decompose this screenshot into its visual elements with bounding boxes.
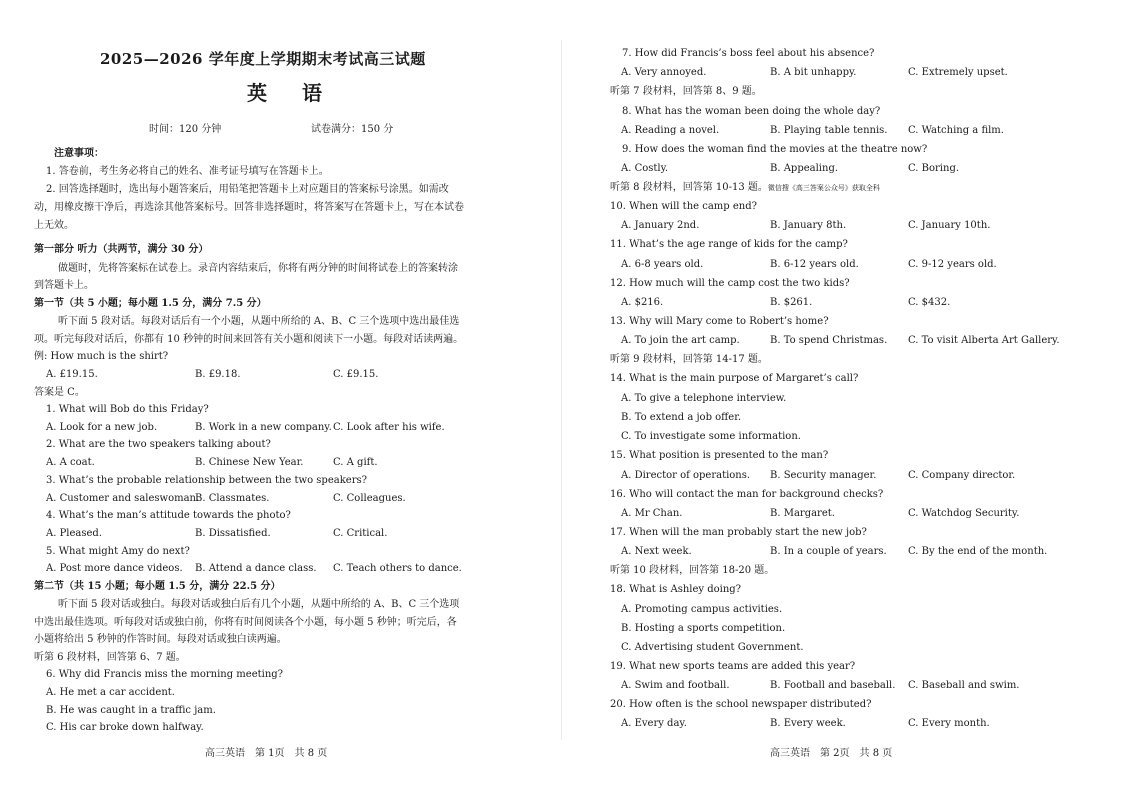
q11-option-a: A. 6-8 years old. bbox=[621, 259, 704, 270]
q16-option-b: B. Margaret. bbox=[770, 508, 835, 519]
q4-option-b: B. Dissatisfied. bbox=[195, 528, 271, 539]
material-10-label: 听第 10 段材料，回答第 18-20 题。 bbox=[610, 565, 775, 576]
question-13: 13. Why will Mary come to Robert’s home? bbox=[610, 316, 829, 327]
q11-option-b: B. 6-12 years old. bbox=[770, 259, 859, 270]
section2-intro-end: 小题将给出 5 秒钟的作答时间。每段对话或独白读两遍。 bbox=[34, 634, 287, 645]
q3-option-c: C. Colleagues. bbox=[333, 493, 406, 504]
notes-item-2-end: 上无效。 bbox=[34, 220, 74, 231]
example-answer: 答案是 C。 bbox=[34, 387, 85, 398]
q9-option-c: C. Boring. bbox=[908, 163, 960, 174]
q2-option-c: C. A gift. bbox=[333, 457, 378, 468]
q7-option-c: C. Extremely upset. bbox=[908, 67, 1008, 78]
q15-option-a: A. Director of operations. bbox=[621, 470, 751, 481]
question-10: 10. When will the camp end? bbox=[610, 201, 757, 212]
example-option-c: C. £9.15. bbox=[333, 369, 379, 380]
q17-option-c: C. By the end of the month. bbox=[908, 546, 1048, 557]
q17-option-a: A. Next week. bbox=[621, 546, 692, 557]
q16-option-a: A. Mr Chan. bbox=[621, 508, 683, 519]
material-6-label: 听第 6 段材料，回答第 6、7 题。 bbox=[34, 652, 186, 663]
q5-option-a: A. Post more dance videos. bbox=[46, 563, 183, 574]
q5-option-c: C. Teach others to dance. bbox=[333, 563, 462, 574]
notes-item-2: 2. 回答选择题时，选出每小题答案后，用铅笔把答题卡上对应题目的答案标号涂黑。如需改 bbox=[46, 184, 449, 195]
section2-intro-cont: 中选出最佳选项。听每段对话或独白前，你将有时间阅读各个小题，每小题 5 秒钟；听完后，各 bbox=[34, 617, 457, 628]
question-5: 5. What might Amy do next? bbox=[46, 546, 190, 557]
q15-option-b: B. Security manager. bbox=[770, 470, 877, 481]
question-7: 7. How did Francis’s boss feel about his absence? bbox=[622, 48, 875, 59]
q20-option-b: B. Every week. bbox=[770, 718, 846, 729]
q2-option-b: B. Chinese New Year. bbox=[195, 457, 304, 468]
notes-item-2-cont: 动，用橡皮擦干净后，再选涂其他答案标号。回答非选择题时，将答案写在答题卡上，写在本试卷 bbox=[34, 202, 464, 213]
section1-intro: 听下面 5 段对话。每段对话后有一个小题，从题中所给的 A、B、C 三个选项中选出最佳选 bbox=[58, 316, 460, 327]
q4-option-a: A. Pleased. bbox=[46, 528, 103, 539]
notes-heading: 注意事项： bbox=[54, 148, 104, 159]
q12-option-b: B. $261. bbox=[770, 297, 813, 308]
example-question: 例: How much is the shirt? bbox=[34, 351, 169, 362]
question-8: 8. What has the woman been doing the whole day? bbox=[622, 106, 881, 117]
q13-option-b: B. To spend Christmas. bbox=[770, 335, 888, 346]
subject-title: 英 语 bbox=[247, 81, 336, 105]
q1-option-b: B. Work in a new company. bbox=[195, 422, 332, 433]
q19-option-b: B. Football and baseball. bbox=[770, 680, 896, 691]
q20-option-c: C. Every month. bbox=[908, 718, 990, 729]
page-2-footer: 高三英语 第 2页 共 8 页 bbox=[770, 748, 893, 759]
q6-option-c: C. His car broke down halfway. bbox=[46, 722, 204, 733]
q10-option-c: C. January 10th. bbox=[908, 220, 991, 231]
question-1: 1. What will Bob do this Friday? bbox=[46, 404, 209, 415]
exam-title: 2025—2026 学年度上学期期末考试高三试题 bbox=[100, 50, 426, 68]
material-8-label bbox=[610, 181, 880, 195]
q2-option-a: A. A coat. bbox=[46, 457, 95, 468]
q9-option-b: B. Appealing. bbox=[770, 163, 839, 174]
question-6: 6. Why did Francis miss the morning meeting? bbox=[46, 669, 284, 680]
example-option-b: B. £9.18. bbox=[195, 369, 241, 380]
example-option-a: A. £19.15. bbox=[46, 369, 98, 380]
q15-option-c: C. Company director. bbox=[908, 470, 1016, 481]
q9-option-a: A. Costly. bbox=[621, 163, 669, 174]
question-16: 16. Who will contact the man for background checks? bbox=[610, 489, 884, 500]
q14-option-c: C. To investigate some information. bbox=[621, 431, 801, 442]
q8-option-c: C. Watching a film. bbox=[908, 125, 1004, 136]
q14-option-a: A. To give a telephone interview. bbox=[621, 393, 787, 404]
material-8-text: 听第 8 段材料，回答第 10-13 题。 bbox=[610, 182, 768, 193]
question-14: 14. What is the main purpose of Margaret’s call? bbox=[610, 373, 859, 384]
notes-item-1: 1. 答卷前，考生务必将自己的姓名、准考证号填写在答题卡上。 bbox=[46, 166, 329, 177]
part1-intro: 做题时，先将答案标在试卷上。录音内容结束后，你将有两分钟的时间将试卷上的答案转涂 bbox=[58, 263, 458, 274]
page-divider bbox=[561, 40, 562, 740]
q20-option-a: A. Every day. bbox=[621, 718, 687, 729]
section2-heading: 第二节（共 15 小题；每小题 1.5 分，满分 22.5 分） bbox=[34, 581, 281, 592]
q12-option-a: A. $216. bbox=[621, 297, 664, 308]
q3-option-a: A. Customer and saleswoman. bbox=[46, 493, 200, 504]
q19-option-a: A. Swim and football. bbox=[621, 680, 730, 691]
q8-option-a: A. Reading a novel. bbox=[621, 125, 720, 136]
question-18: 18. What is Ashley doing? bbox=[610, 584, 742, 595]
q6-option-a: A. He met a car accident. bbox=[46, 687, 175, 698]
question-4: 4. What’s the man’s attitude towards the photo? bbox=[46, 510, 291, 521]
q18-option-a: A. Promoting campus activities. bbox=[621, 604, 783, 615]
q3-option-b: B. Classmates. bbox=[195, 493, 270, 504]
q1-option-c: C. Look after his wife. bbox=[333, 422, 445, 433]
q6-option-b: B. He was caught in a traffic jam. bbox=[46, 705, 216, 716]
material-7-label: 听第 7 段材料，回答第 8、9 题。 bbox=[610, 86, 762, 97]
q10-option-b: B. January 8th. bbox=[770, 220, 847, 231]
q18-option-b: B. Hosting a sports competition. bbox=[621, 623, 786, 634]
question-3: 3. What’s the probable relationship between the two speakers? bbox=[46, 475, 367, 486]
q10-option-a: A. January 2nd. bbox=[621, 220, 700, 231]
section1-intro-cont: 项。听完每段对话后，你都有 10 秒钟的时间来回答有关小题和阅读下一小题。每段对话读两遍。 bbox=[34, 334, 464, 345]
q13-option-c: C. To visit Alberta Art Gallery. bbox=[908, 335, 1060, 346]
part1-heading: 第一部分 听力（共两节，满分 30 分） bbox=[34, 244, 209, 255]
section1-heading: 第一节（共 5 小题；每小题 1.5 分，满分 7.5 分） bbox=[34, 298, 267, 309]
watermark-note: 微信搜《高三答案公众号》获取全科 bbox=[767, 184, 880, 192]
q5-option-b: B. Attend a dance class. bbox=[195, 563, 317, 574]
q17-option-b: B. In a couple of years. bbox=[770, 546, 887, 557]
question-11: 11. What’s the age range of kids for the camp? bbox=[610, 239, 848, 250]
q8-option-b: B. Playing table tennis. bbox=[770, 125, 888, 136]
q12-option-c: C. $432. bbox=[908, 297, 951, 308]
question-17: 17. When will the man probably start the new job? bbox=[610, 527, 867, 538]
question-19: 19. What new sports teams are added this year? bbox=[610, 661, 856, 672]
q7-option-a: A. Very annoyed. bbox=[621, 67, 707, 78]
q13-option-a: A. To join the art camp. bbox=[621, 335, 740, 346]
exam-score: 试卷满分：150 分 bbox=[311, 124, 394, 135]
q19-option-c: C. Baseball and swim. bbox=[908, 680, 1020, 691]
q7-option-b: B. A bit unhappy. bbox=[770, 67, 857, 78]
part1-intro-cont: 到答题卡上。 bbox=[34, 280, 94, 291]
question-2: 2. What are the two speakers talking about? bbox=[46, 439, 271, 450]
q16-option-c: C. Watchdog Security. bbox=[908, 508, 1020, 519]
q1-option-a: A. Look for a new job. bbox=[46, 422, 158, 433]
q18-option-c: C. Advertising student Government. bbox=[621, 642, 804, 653]
q14-option-b: B. To extend a job offer. bbox=[621, 412, 742, 423]
question-20: 20. How often is the school newspaper distributed? bbox=[610, 699, 872, 710]
q11-option-c: C. 9-12 years old. bbox=[908, 259, 997, 270]
section2-intro: 听下面 5 段对话或独白。每段对话或独白后有几个小题，从题中所给的 A、B、C 三个选项 bbox=[58, 599, 460, 610]
q4-option-c: C. Critical. bbox=[333, 528, 388, 539]
question-9: 9. How does the woman find the movies at the theatre now? bbox=[622, 144, 928, 155]
question-15: 15. What position is presented to the man? bbox=[610, 450, 829, 461]
question-12: 12. How much will the camp cost the two kids? bbox=[610, 278, 850, 289]
page-1-footer: 高三英语 第 1页 共 8 页 bbox=[205, 748, 328, 759]
material-9-label: 听第 9 段材料，回答第 14-17 题。 bbox=[610, 354, 768, 365]
exam-time: 时间：120 分钟 bbox=[149, 124, 222, 135]
